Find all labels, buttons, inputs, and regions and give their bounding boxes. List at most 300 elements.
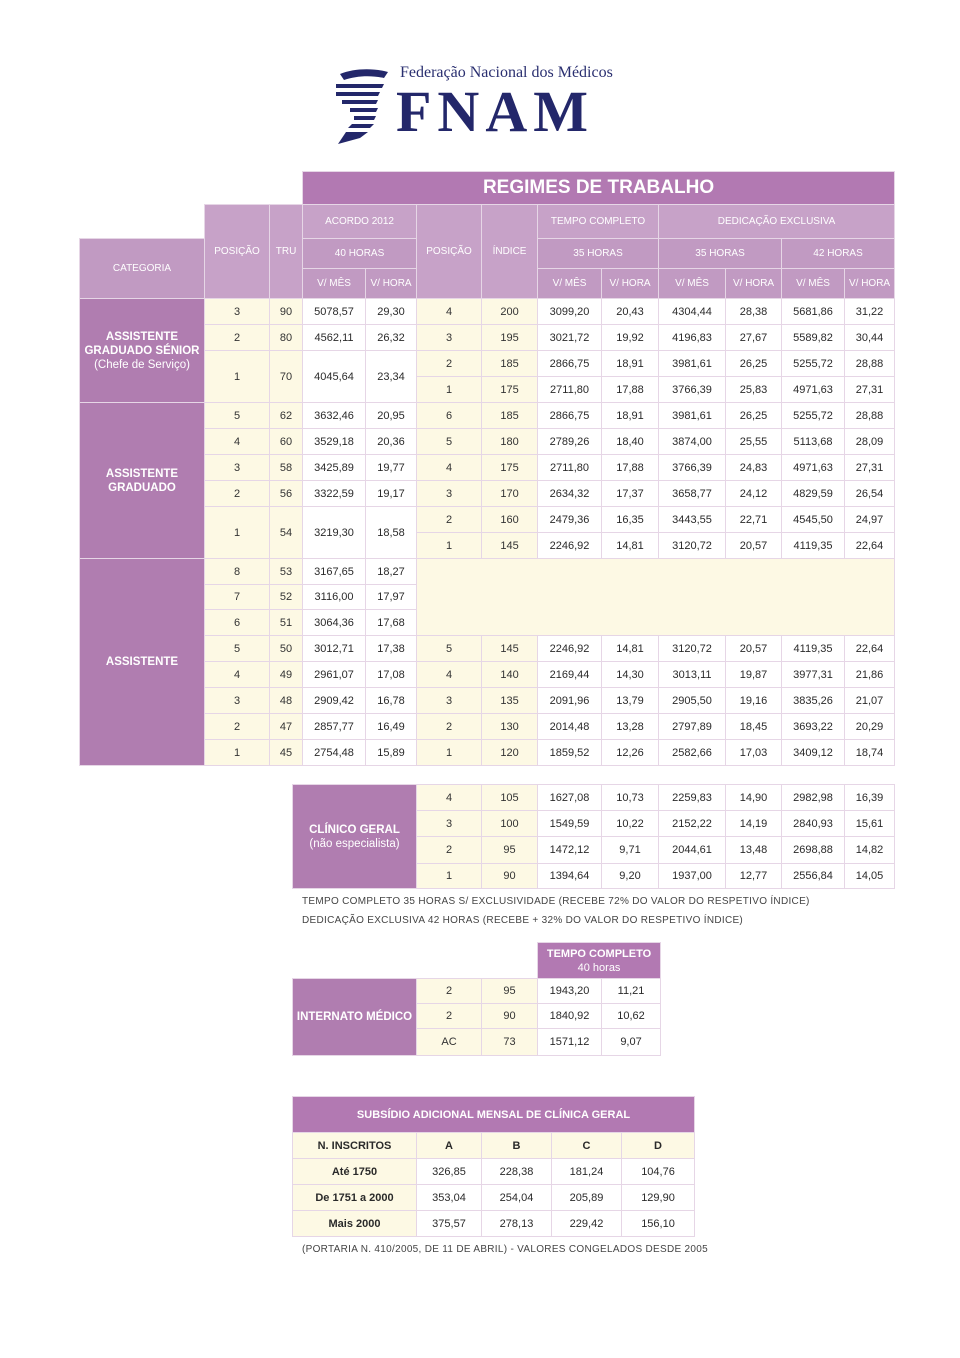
de35-vmes-cell: 2582,66 — [659, 740, 726, 766]
subsidio-header: N. INSCRITOS — [293, 1133, 417, 1159]
clinico-geral-table — [292, 784, 895, 889]
de35-vmes-cell: 2905,50 — [659, 688, 726, 714]
indice-cell: 185 — [482, 403, 538, 429]
table-row — [293, 1185, 695, 1211]
indice-cell: 175 — [482, 455, 538, 481]
value-cell: 2152,22 — [659, 811, 726, 837]
subsidio-title: SUBSÍDIO ADICIONAL MENSAL DE CLÍNICA GERAL — [293, 1097, 695, 1133]
tc-vmes-cell: 2479,36 — [538, 507, 602, 533]
de35-vmes-cell: 2797,89 — [659, 714, 726, 740]
acordo-vmes-cell: 2909,42 — [303, 688, 366, 714]
tc-vmes-cell: 2091,96 — [538, 688, 602, 714]
note-tempo-completo: TEMPO COMPLETO 35 HORAS S/ EXCLUSIVIDADE (RECEBE 72% DO VALOR DO RESPETIVO ÍNDICE) — [302, 896, 810, 907]
value-cell: 2698,88 — [782, 837, 845, 864]
header-40-horas: 40 HORAS — [303, 239, 417, 269]
tc-vhora-cell: 17,37 — [602, 481, 659, 507]
de42-vhora-cell: 27,31 — [845, 377, 895, 403]
table-row — [80, 299, 895, 325]
org-name: FNAM — [396, 79, 594, 144]
value-cell: 205,89 — [552, 1185, 622, 1211]
value-cell: 2 — [417, 1004, 482, 1029]
tru-cell: 62 — [270, 403, 303, 429]
value-cell: 353,04 — [417, 1185, 482, 1211]
posicao-cell: 4 — [205, 662, 270, 688]
de42-vmes-cell: 4971,63 — [782, 377, 845, 403]
tc-vmes-cell: 2866,75 — [538, 403, 602, 429]
org-subtitle: Federação Nacional dos Médicos — [400, 64, 613, 81]
internato-table — [292, 942, 661, 1056]
value-cell: 1943,20 — [538, 979, 602, 1004]
value-cell: 15,61 — [845, 811, 895, 837]
value-cell: 10,62 — [602, 1004, 661, 1029]
de35-vhora-cell: 20,57 — [726, 533, 782, 559]
value-cell: 2840,93 — [782, 811, 845, 837]
header-vmes: V/ MÊS — [659, 269, 726, 299]
tru-cell: 90 — [270, 299, 303, 325]
tru-cell: 56 — [270, 481, 303, 507]
value-cell: 90 — [482, 864, 538, 889]
acordo-vmes-cell: 4562,11 — [303, 325, 366, 351]
value-cell: 2982,98 — [782, 785, 845, 811]
posicao-cell: 2 — [205, 325, 270, 351]
posicao-cell: 6 — [205, 610, 270, 636]
regimes-table — [79, 171, 895, 766]
acordo-vhora-cell: 19,77 — [366, 455, 417, 481]
de42-vmes-cell: 5589,82 — [782, 325, 845, 351]
posicao-cell: 4 — [205, 429, 270, 455]
tc-vhora-cell: 14,30 — [602, 662, 659, 688]
acordo-vhora-cell: 17,68 — [366, 610, 417, 636]
de35-vhora-cell: 27,67 — [726, 325, 782, 351]
header-vmes: V/ MÊS — [303, 269, 366, 299]
tc-vmes-cell: 2711,80 — [538, 455, 602, 481]
posicao-cell: 3 — [417, 688, 482, 714]
posicao-cell: 4 — [417, 662, 482, 688]
de42-vhora-cell: 22,64 — [845, 533, 895, 559]
tru-cell: 45 — [270, 740, 303, 766]
de42-vmes-cell: 5113,68 — [782, 429, 845, 455]
tc-vhora-cell: 12,26 — [602, 740, 659, 766]
acordo-vhora-cell: 18,27 — [366, 559, 417, 585]
tc-vhora-cell: 18,40 — [602, 429, 659, 455]
tc-vmes-cell: 1859,52 — [538, 740, 602, 766]
note-dedicacao: DEDICAÇÃO EXCLUSIVA 42 HORAS (RECEBE + 32% DO VALOR DO RESPETIVO ÍNDICE) — [302, 915, 744, 926]
value-cell: 229,42 — [552, 1211, 622, 1237]
tc-vmes-cell: 2014,48 — [538, 714, 602, 740]
tc-vhora-cell: 16,35 — [602, 507, 659, 533]
acordo-vmes-cell: 2754,48 — [303, 740, 366, 766]
tc-vhora-cell: 13,79 — [602, 688, 659, 714]
de42-vmes-cell: 4971,63 — [782, 455, 845, 481]
value-cell: 9,07 — [602, 1029, 661, 1056]
category-senior — [80, 299, 205, 403]
posicao-cell: 1 — [205, 740, 270, 766]
acordo-vhora-cell: 20,36 — [366, 429, 417, 455]
posicao-cell: 2 — [205, 714, 270, 740]
de42-vmes-cell: 3977,31 — [782, 662, 845, 688]
header-vhora: V/ HORA — [602, 269, 659, 299]
de35-vmes-cell: 3443,55 — [659, 507, 726, 533]
value-cell: 14,90 — [726, 785, 782, 811]
value-cell: 2556,84 — [782, 864, 845, 889]
tru-cell: 48 — [270, 688, 303, 714]
tru-cell: 60 — [270, 429, 303, 455]
value-cell: 9,20 — [602, 864, 659, 889]
category-assistente — [80, 559, 205, 766]
tc-vmes-cell: 2246,92 — [538, 636, 602, 662]
category-label: ASSISTENTE GRADUADO SÉNIOR — [84, 330, 200, 357]
value-cell: 10,73 — [602, 785, 659, 811]
value-cell: 14,05 — [845, 864, 895, 889]
acordo-vhora-cell: 23,34 — [366, 351, 417, 403]
value-cell: 181,24 — [552, 1159, 622, 1185]
de42-vhora-cell: 21,86 — [845, 662, 895, 688]
de42-vhora-cell: 18,74 — [845, 740, 895, 766]
posicao-cell: 3 — [205, 455, 270, 481]
acordo-vhora-cell: 17,38 — [366, 636, 417, 662]
de35-vmes-cell: 4304,44 — [659, 299, 726, 325]
category-internato: INTERNATO MÉDICO — [293, 979, 417, 1056]
table-row — [293, 785, 895, 811]
posicao-cell: 2 — [417, 507, 482, 533]
acordo-vmes-cell: 3012,71 — [303, 636, 366, 662]
header-vhora: V/ HORA — [726, 269, 782, 299]
tru-cell: 47 — [270, 714, 303, 740]
tru-cell: 80 — [270, 325, 303, 351]
de42-vmes-cell: 5681,86 — [782, 299, 845, 325]
header-vmes: V/ MÊS — [782, 269, 845, 299]
header-vhora: V/ HORA — [845, 269, 895, 299]
acordo-vmes-cell: 3167,65 — [303, 559, 366, 585]
indice-cell: 195 — [482, 325, 538, 351]
subsidio-header: B — [482, 1133, 552, 1159]
indice-cell: 135 — [482, 688, 538, 714]
subsidio-header: C — [552, 1133, 622, 1159]
tc-vmes-cell: 2866,75 — [538, 351, 602, 377]
de35-vhora-cell: 26,25 — [726, 351, 782, 377]
de35-vmes-cell: 3120,72 — [659, 636, 726, 662]
de42-vmes-cell: 4545,50 — [782, 507, 845, 533]
footer-note: (PORTARIA N. 410/2005, DE 11 DE ABRIL) - VALORES CONGELADOS DESDE 2005 — [302, 1244, 708, 1255]
header-42-horas: 42 HORAS — [782, 239, 895, 269]
posicao-cell: 1 — [205, 507, 270, 559]
indice-cell: 185 — [482, 351, 538, 377]
tc-vmes-cell: 2789,26 — [538, 429, 602, 455]
header-row — [293, 1133, 695, 1159]
de42-vmes-cell: 5255,72 — [782, 403, 845, 429]
posicao-cell: 3 — [417, 325, 482, 351]
tru-cell: 50 — [270, 636, 303, 662]
empty-block — [417, 559, 895, 636]
header-posicao: POSIÇÃO — [205, 205, 270, 299]
de42-vhora-cell: 28,09 — [845, 429, 895, 455]
header-35-horas-de: 35 HORAS — [659, 239, 782, 269]
posicao-cell: 5 — [417, 429, 482, 455]
de35-vmes-cell: 3013,11 — [659, 662, 726, 688]
tc-vhora-cell: 17,88 — [602, 455, 659, 481]
de42-vhora-cell: 30,44 — [845, 325, 895, 351]
header-acordo: ACORDO 2012 — [303, 205, 417, 239]
tc-vmes-cell: 3099,20 — [538, 299, 602, 325]
posicao-cell: 7 — [205, 585, 270, 610]
de35-vhora-cell: 18,45 — [726, 714, 782, 740]
category-clinico-geral — [293, 785, 417, 889]
tc-vmes-cell: 3021,72 — [538, 325, 602, 351]
acordo-vhora-cell: 16,78 — [366, 688, 417, 714]
acordo-vhora-cell: 26,32 — [366, 325, 417, 351]
tru-cell: 49 — [270, 662, 303, 688]
posicao-cell: 2 — [417, 714, 482, 740]
posicao-cell: 3 — [417, 481, 482, 507]
posicao-cell: 4 — [417, 299, 482, 325]
de35-vhora-cell: 19,16 — [726, 688, 782, 714]
de35-vhora-cell: 17,03 — [726, 740, 782, 766]
subsidio-header: D — [622, 1133, 695, 1159]
de42-vmes-cell: 3835,26 — [782, 688, 845, 714]
category-graduado — [80, 403, 205, 559]
header-dedicacao: DEDICAÇÃO EXCLUSIVA — [659, 205, 895, 239]
value-cell: 9,71 — [602, 837, 659, 864]
de42-vmes-cell: 4119,35 — [782, 636, 845, 662]
de35-vhora-cell: 22,71 — [726, 507, 782, 533]
category-label: ASSISTENTE GRADUADO — [105, 467, 179, 494]
acordo-vhora-cell: 16,49 — [366, 714, 417, 740]
acordo-vhora-cell: 15,89 — [366, 740, 417, 766]
tru-cell: 58 — [270, 455, 303, 481]
table-row — [80, 559, 895, 585]
de35-vhora-cell: 28,38 — [726, 299, 782, 325]
de35-vmes-cell: 3981,61 — [659, 351, 726, 377]
tc-vhora-cell: 18,91 — [602, 403, 659, 429]
value-cell: 1840,92 — [538, 1004, 602, 1029]
acordo-vmes-cell: 3322,59 — [303, 481, 366, 507]
acordo-vmes-cell: 3632,46 — [303, 403, 366, 429]
value-cell: 100 — [482, 811, 538, 837]
posicao-cell: 5 — [205, 636, 270, 662]
value-cell: 254,04 — [482, 1185, 552, 1211]
value-cell: 156,10 — [622, 1211, 695, 1237]
value-cell: 13,48 — [726, 837, 782, 864]
header-tempo-completo: TEMPO COMPLETO — [538, 205, 659, 239]
tc-vmes-cell: 2634,32 — [538, 481, 602, 507]
acordo-vhora-cell: 17,08 — [366, 662, 417, 688]
value-cell: 1472,12 — [538, 837, 602, 864]
value-cell: 95 — [482, 979, 538, 1004]
table-row — [293, 979, 661, 1004]
subsidio-header: A — [417, 1133, 482, 1159]
category-label: ASSISTENTE — [105, 656, 179, 668]
de35-vhora-cell: 25,55 — [726, 429, 782, 455]
tc-vhora-cell: 20,43 — [602, 299, 659, 325]
posicao-cell: 5 — [417, 636, 482, 662]
tc-vmes-cell: 2246,92 — [538, 533, 602, 559]
indice-cell: 120 — [482, 740, 538, 766]
indice-cell: 170 — [482, 481, 538, 507]
acordo-vmes-cell: 3425,89 — [303, 455, 366, 481]
indice-cell: 145 — [482, 533, 538, 559]
posicao-cell: 2 — [417, 351, 482, 377]
acordo-vmes-cell: 3219,30 — [303, 507, 366, 559]
de35-vhora-cell: 25,83 — [726, 377, 782, 403]
de35-vhora-cell: 24,12 — [726, 481, 782, 507]
de35-vmes-cell: 3766,39 — [659, 455, 726, 481]
value-cell: 16,39 — [845, 785, 895, 811]
category-label: CLÍNICO GERAL — [309, 823, 400, 836]
header-categoria: CATEGORIA — [80, 239, 205, 299]
tru-cell: 51 — [270, 610, 303, 636]
header-tru: TRU — [270, 205, 303, 299]
acordo-vhora-cell: 20,95 — [366, 403, 417, 429]
de42-vhora-cell: 21,07 — [845, 688, 895, 714]
value-cell: 14,19 — [726, 811, 782, 837]
tc-vhora-cell: 14,81 — [602, 533, 659, 559]
value-cell: 129,90 — [622, 1185, 695, 1211]
tc-vmes-cell: 2169,44 — [538, 662, 602, 688]
acordo-vmes-cell: 3529,18 — [303, 429, 366, 455]
header-posicao-2: POSIÇÃO — [417, 205, 482, 299]
tru-cell: 53 — [270, 559, 303, 585]
indice-cell: 145 — [482, 636, 538, 662]
indice-cell: 160 — [482, 507, 538, 533]
subsidio-table — [292, 1096, 695, 1237]
de35-vhora-cell: 19,87 — [726, 662, 782, 688]
indice-cell: 200 — [482, 299, 538, 325]
inscritos-cell: Até 1750 — [293, 1159, 417, 1185]
de35-vhora-cell: 24,83 — [726, 455, 782, 481]
acordo-vmes-cell: 3064,36 — [303, 610, 366, 636]
acordo-vmes-cell: 3116,00 — [303, 585, 366, 610]
de42-vmes-cell: 4119,35 — [782, 533, 845, 559]
header-vmes: V/ MÊS — [538, 269, 602, 299]
acordo-vhora-cell: 29,30 — [366, 299, 417, 325]
header-vhora: V/ HORA — [366, 269, 417, 299]
value-cell: 105 — [482, 785, 538, 811]
posicao-cell: 1 — [417, 740, 482, 766]
de42-vhora-cell: 20,29 — [845, 714, 895, 740]
tc-vhora-cell: 19,92 — [602, 325, 659, 351]
value-cell: 1394,64 — [538, 864, 602, 889]
de42-vmes-cell: 5255,72 — [782, 351, 845, 377]
de35-vmes-cell: 3981,61 — [659, 403, 726, 429]
tc-vhora-cell: 17,88 — [602, 377, 659, 403]
posicao-cell: 3 — [205, 299, 270, 325]
de35-vmes-cell: 3120,72 — [659, 533, 726, 559]
header-35-horas-tc: 35 HORAS — [538, 239, 659, 269]
de42-vmes-cell: 3409,12 — [782, 740, 845, 766]
de42-vmes-cell: 3693,22 — [782, 714, 845, 740]
internato-header — [538, 943, 661, 979]
value-cell: 95 — [482, 837, 538, 864]
de35-vhora-cell: 20,57 — [726, 636, 782, 662]
category-sublabel: (Chefe de Serviço) — [94, 358, 190, 371]
acordo-vhora-cell: 17,97 — [366, 585, 417, 610]
acordo-vmes-cell: 5078,57 — [303, 299, 366, 325]
value-cell: 1627,08 — [538, 785, 602, 811]
table-row — [293, 1211, 695, 1237]
inscritos-cell: De 1751 a 2000 — [293, 1185, 417, 1211]
acordo-vhora-cell: 19,17 — [366, 481, 417, 507]
acordo-vmes-cell: 2857,77 — [303, 714, 366, 740]
indice-cell: 180 — [482, 429, 538, 455]
value-cell: 278,13 — [482, 1211, 552, 1237]
posicao-cell: 4 — [417, 455, 482, 481]
table-title: REGIMES DE TRABALHO — [303, 172, 895, 205]
de35-vmes-cell: 3658,77 — [659, 481, 726, 507]
category-sublabel: (não especialista) — [309, 837, 400, 850]
de35-vmes-cell: 3874,00 — [659, 429, 726, 455]
de35-vmes-cell: 4196,83 — [659, 325, 726, 351]
indice-cell: 175 — [482, 377, 538, 403]
value-cell: 1937,00 — [659, 864, 726, 889]
value-cell: 104,76 — [622, 1159, 695, 1185]
de42-vhora-cell: 27,31 — [845, 455, 895, 481]
acordo-vmes-cell: 2961,07 — [303, 662, 366, 688]
tru-cell: 54 — [270, 507, 303, 559]
de42-vhora-cell: 28,88 — [845, 403, 895, 429]
indice-cell: 130 — [482, 714, 538, 740]
posicao-cell: 2 — [205, 481, 270, 507]
value-cell: AC — [417, 1029, 482, 1056]
posicao-cell: 1 — [417, 377, 482, 403]
value-cell: 2259,83 — [659, 785, 726, 811]
indice-cell: 140 — [482, 662, 538, 688]
tru-cell: 70 — [270, 351, 303, 403]
value-cell: 11,21 — [602, 979, 661, 1004]
de42-vhora-cell: 26,54 — [845, 481, 895, 507]
posicao-cell: 1 — [417, 533, 482, 559]
posicao-cell: 5 — [205, 403, 270, 429]
de42-vhora-cell: 22,64 — [845, 636, 895, 662]
tc-vmes-cell: 2711,80 — [538, 377, 602, 403]
de35-vhora-cell: 26,25 — [726, 403, 782, 429]
posicao-cell: 1 — [205, 351, 270, 403]
posicao-cell: 3 — [205, 688, 270, 714]
tc-vhora-cell: 14,81 — [602, 636, 659, 662]
value-cell: 90 — [482, 1004, 538, 1029]
value-cell: 375,57 — [417, 1211, 482, 1237]
de42-vmes-cell: 4829,59 — [782, 481, 845, 507]
posicao-cell: 8 — [205, 559, 270, 585]
value-cell: 12,77 — [726, 864, 782, 889]
fnam-logo — [334, 62, 634, 146]
tc-vhora-cell: 13,28 — [602, 714, 659, 740]
value-cell: 73 — [482, 1029, 538, 1056]
posicao-cell: 6 — [417, 403, 482, 429]
value-cell: 2044,61 — [659, 837, 726, 864]
acordo-vmes-cell: 4045,64 — [303, 351, 366, 403]
value-cell: 326,85 — [417, 1159, 482, 1185]
table-row — [293, 1159, 695, 1185]
tru-cell: 52 — [270, 585, 303, 610]
de35-vmes-cell: 3766,39 — [659, 377, 726, 403]
value-cell: 3 — [417, 811, 482, 837]
de42-vhora-cell: 28,88 — [845, 351, 895, 377]
value-cell: 228,38 — [482, 1159, 552, 1185]
tc-vhora-cell: 18,91 — [602, 351, 659, 377]
fnam-logo-icon — [334, 66, 390, 146]
value-cell: 1549,59 — [538, 811, 602, 837]
acordo-vhora-cell: 18,58 — [366, 507, 417, 559]
internato-header-sub: 40 horas — [577, 961, 621, 974]
internato-header-title: TEMPO COMPLETO — [546, 947, 652, 960]
de42-vhora-cell: 31,22 — [845, 299, 895, 325]
value-cell: 2 — [417, 979, 482, 1004]
table-row — [80, 403, 895, 429]
value-cell: 14,82 — [845, 837, 895, 864]
header-indice: ÍNDICE — [482, 205, 538, 299]
value-cell: 10,22 — [602, 811, 659, 837]
value-cell: 2 — [417, 837, 482, 864]
